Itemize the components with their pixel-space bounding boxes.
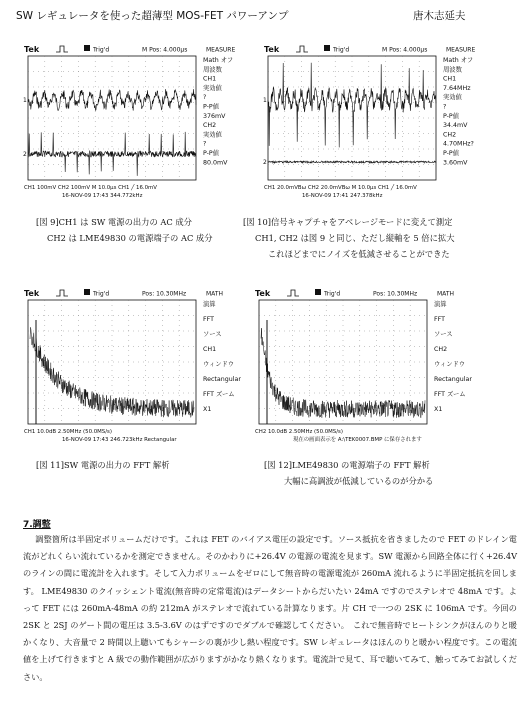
menu-item: FFT ズーム [434,391,466,398]
trigger-status: Trig'd [333,46,350,54]
menu-item: CH2 [203,122,217,130]
bottom-readout: CH2 10.0dB 2.50MHz (50.0MS/s) [255,429,343,435]
figure-9-caption-line-2: CH2 は LME49830 の電源端子の AC 成分 [47,233,213,243]
menu-item: CH1 [203,346,217,353]
menu-item: ソース [434,331,453,338]
scope-screen [22,42,248,202]
figure-12-caption-line-1: [図 12]LME49830 の電源端子の FFT 解析 [264,460,430,470]
document-title: SW レギュレータを使った超薄型 MOS-FET パワーアンプ [16,10,289,22]
menu-item: 周波数 [203,66,222,74]
menu-item: CH2 [443,131,457,139]
trigger-status: Trig'd [93,290,110,298]
menu-item: FFT [434,316,445,323]
bottom-readout: CH1 20.0mVBω CH2 20.0mVBω M 10.0μs CH1 ╱ 16.0mV [264,185,417,191]
scope-brand: Tek [24,289,40,298]
trigger-marker [315,289,321,295]
position-readout: M Pos: 4.000μs [142,46,188,54]
menu-item: 7.64MHz [443,84,471,92]
menu-item: 実効値 [203,84,222,92]
trigger-marker [324,45,330,51]
figure-9-caption-line-1: [図 9]CH1 は SW 電源の出力の AC 成分 [36,217,192,227]
menu-item: CH1 [443,75,457,83]
figure-11-caption-line-1: [図 11]SW 電源の出力の FFT 解析 [36,460,170,470]
menu-item: 演算 [434,301,447,308]
menu-item: ウィンドウ [203,361,235,368]
menu-item: 4.70MHz? [443,140,474,148]
menu-item: X1 [434,406,443,413]
bottom-readout: CH1 10.0dB 2.50MHz (50.0MS/s) [24,429,112,435]
menu-item: ? [203,94,207,102]
menu-title: MATH [437,290,454,298]
menu-item: Rectangular [203,376,241,383]
menu-item: 80.0mV [203,159,228,167]
menu-title: MEASURE [206,46,236,54]
bottom-readout-2: 16-NOV-09 17:43 246.723kHz Rectangular [62,437,177,443]
menu-item: FFT ズーム [203,391,235,398]
trigger-marker [84,45,90,51]
menu-item: 376mV [203,112,226,120]
trigger-status: Trig'd [324,290,341,298]
menu-item: ウィンドウ [434,361,466,368]
ch1-marker: 1 [23,97,27,104]
scope-screen [262,42,488,202]
menu-item: CH2 [434,346,448,353]
section-heading: 7.調整 [23,520,51,530]
menu-item: 3.60mV [443,159,468,167]
menu-item: 周波数 [443,66,462,74]
menu-item: X1 [203,406,212,413]
oscilloscope-figure-9 [22,42,248,202]
position-readout: Pos: 10.30MHz [142,290,187,298]
trigger-symbol [56,46,68,52]
section-body [23,531,517,686]
scope-brand: Tek [24,45,40,54]
menu-title: MEASURE [446,46,476,54]
figure-10-caption-line-1: [図 10]信号キャプチャをアベレージモードに変えて測定 [243,217,453,227]
menu-item: 実効値 [443,94,462,102]
menu-item: 実効値 [203,131,222,139]
menu-item: Math オフ [203,57,234,64]
figure-10-caption-line-3: これほどまでにノイズを低減させることができた [268,249,450,259]
menu-item: ? [203,140,207,148]
oscilloscope-figure-10 [262,42,488,202]
trigger-status: Trig'd [93,46,110,54]
menu-item: Rectangular [434,376,472,383]
menu-item: CH1 [203,75,217,83]
bottom-readout: CH1 100mV CH2 100mV M 10.0μs CH1 ╱ 16.0mV [24,185,157,191]
ch2-marker: 2 [23,151,27,158]
scope-brand: Tek [264,45,280,54]
scope-screen [22,286,248,446]
menu-item: 演算 [203,301,216,308]
oscilloscope-figure-11 [22,286,248,446]
trigger-marker [84,289,90,295]
menu-item: Math オフ [443,57,474,64]
figure-12-caption-line-2: 大幅に高調波が低減しているのが分かる [284,476,434,486]
oscilloscope-figure-12 [253,286,479,446]
position-readout: M Pos: 4.000μs [382,46,428,54]
trigger-symbol [56,290,68,296]
scope-brand: Tek [255,289,271,298]
menu-item: P-P値 [443,112,460,120]
menu-item: P-P値 [443,150,460,157]
bottom-readout-2: 16-NOV-09 17:41 247.378kHz [302,193,383,199]
menu-title: MATH [206,290,223,298]
bottom-readout-2: 16-NOV-09 17:43 344.772kHz [62,193,143,199]
ch1-marker: 1 [263,97,267,104]
author-name: 唐木志延夫 [413,10,466,22]
menu-item: ? [443,103,447,111]
bottom-readout-2: 現在の画面表示を A:\TEK0007.BMP に保存されます [293,437,422,443]
menu-item: FFT [203,316,214,323]
trigger-symbol [287,290,299,296]
menu-item: P-P値 [203,150,220,157]
menu-item: 34.4mV [443,122,468,130]
figure-10-caption-line-2: CH1, CH2 は図 9 と同じ、ただし縦軸を 5 倍に拡大 [255,233,455,243]
menu-item: ソース [203,331,222,338]
ch2-marker: 2 [263,159,267,166]
menu-item: P-P値 [203,103,220,111]
trigger-symbol [296,46,308,52]
body-paragraph: 調整箇所は半固定ボリュームだけです。これは FET のバイアス電圧の設定です。ソース抵抗を省きましたので FET のドレイン電流がどれくらい流れているかを測定できません。そのかわりに+26.4V の電源の電流を見ます。SW 電源から回路全体に行く+26.4V のラインの間に電流計を入れます。そして入力ボリュームをゼロにして無音時の電源電流が 260mA 流れるように半固定抵抗を回します。 LME49830 のクイッシェント電流(無音時の定常電流)はデータシートからだいたい 24mA ですのでステレオで 48mA です。よって FET には 260mA-48mA の約 212mA がステレオで流れている計算なります。片 CH で一つの 2SK に 106mA です。今回の 2SK と 2SJ のゲート間の電圧は 3.5-3.6V のはずですのでダブルで確認してください。 これで無音時でヒートシンクがほんのりと暖かくなり、大音量で 2 時間以上聴いてもシャーシの裏が少し熱い程度です。SW レギュレータはほんのりと暖かい程度です。この電流値を上げて行きますと A 級での動作範囲が広がりますがかなり熱くなります。電流計で見て、耳で聴いてみて、触ってみてお試しください。 [23,534,517,682]
position-readout: Pos: 10.30MHz [373,290,418,298]
scope-screen [253,286,479,446]
